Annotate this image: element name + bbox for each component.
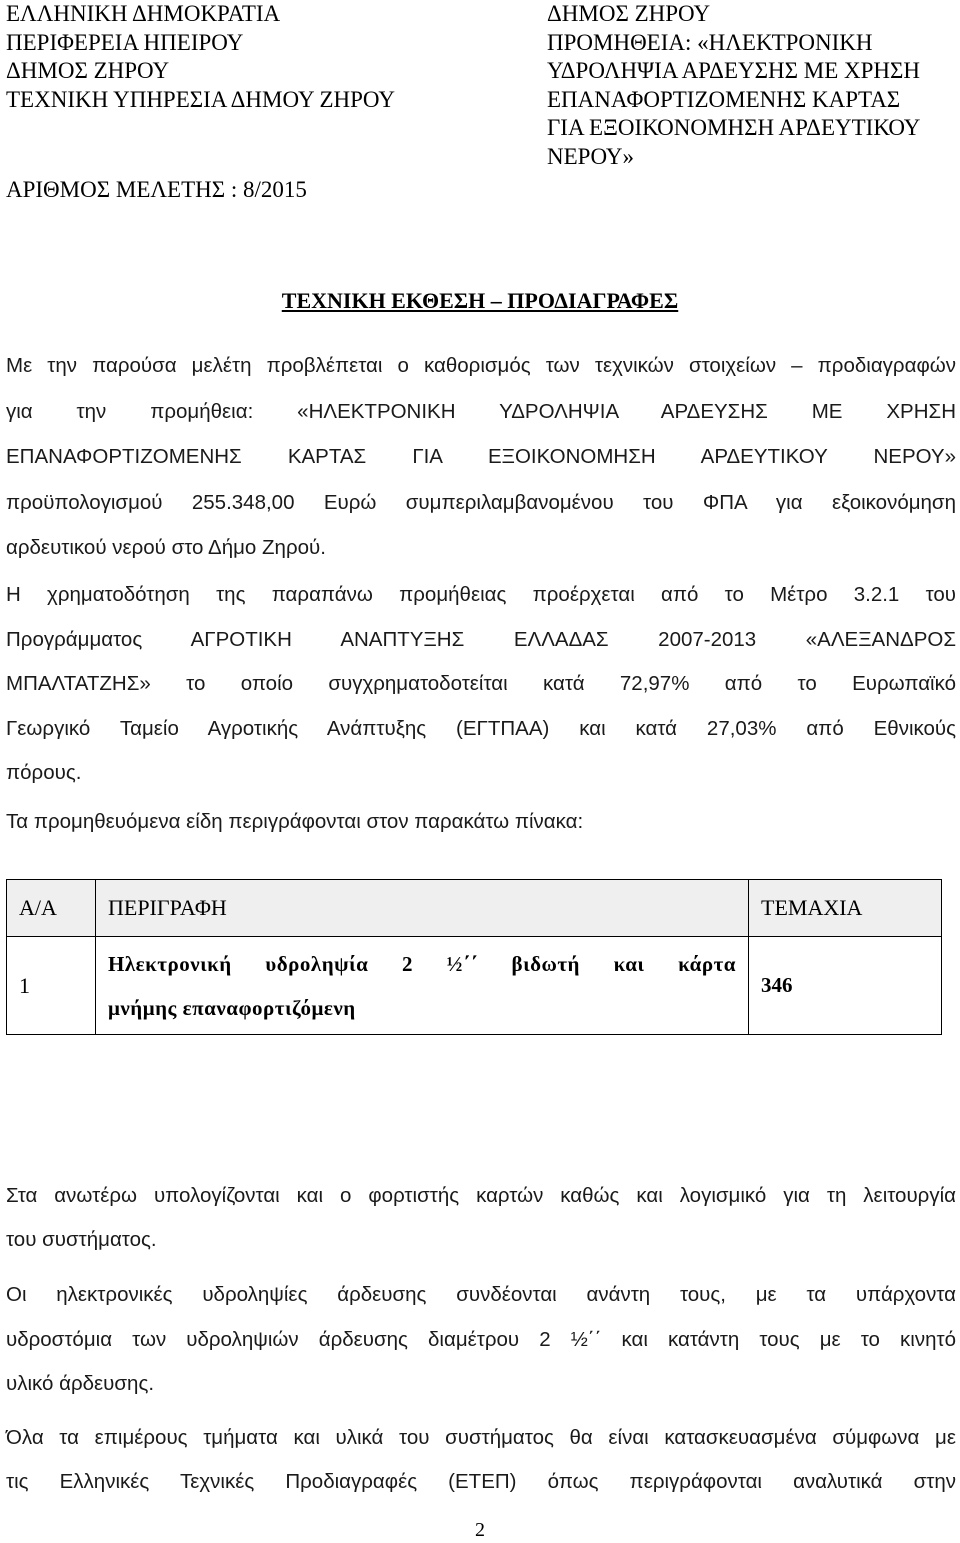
header-right-line: ΠΡΟΜΗΘΕΙΑ: «ΗΛΕΚΤΡΟΝΙΚΗ xyxy=(547,29,873,55)
paragraph-items-intro xyxy=(6,800,956,844)
paragraph-line: Γεωργικό Ταμείο Αγροτικής Ανάπτυξης (ΕΓΤΠΑΑ) και κατά 27,03% από Εθνικούς xyxy=(6,716,956,740)
paragraph-line: Τα προμηθευόμενα είδη περιγράφονται στον παρακάτω πίνακα: xyxy=(6,810,584,833)
paragraph-line: αρδευτικού νερού στο Δήμο Ζηρού. xyxy=(6,536,326,559)
paragraph-specifications xyxy=(6,1416,956,1504)
paragraph-funding xyxy=(6,573,956,796)
paragraph-line: Οι ηλεκτρονικές υδροληψίες άρδευσης συνδέονται ανάντη τους, με τα υπάρχοντα xyxy=(6,1283,956,1306)
paragraph-line: Προγράμματος ΑΓΡΟΤΙΚΗ ΑΝΑΠΤΥΞΗΣ ΕΛΛΑΔΑΣ 2007-2013 «ΑΛΕΞΑΝΔΡΟΣ xyxy=(6,627,956,651)
header-right-line: ΓΙΑ ΕΞΟΙΚΟΝΟΜΗΣΗ ΑΡΔΕΥΤΙΚΟΥ xyxy=(547,115,921,140)
paragraph-line: ΕΠΑΝΑΦΟΡΤΙΖΟΜΕΝΗΣ ΚΑΡΤΑΣ ΓΙΑ ΕΞΟΙΚΟΝΟΜΗΣΗ ΑΡΔΕΥΤΙΚΟΥ ΝΕΡΟΥ» xyxy=(6,445,956,468)
page-number: 2 xyxy=(475,1519,485,1541)
paragraph-line: πόρους. xyxy=(6,761,82,784)
paragraph-line: Όλα τα επιμέρους τμήματα και υλικά του συστήματος θα είναι κατασκευασμένα σύμφωνα με xyxy=(6,1426,956,1449)
paragraph-line: ΜΠΑΛΤΑΤΖΗΣ» το οποίο συγχρηματοδοτείται κατά 72,97% από το Ευρωπαϊκό xyxy=(6,672,956,695)
description-line: μνήμης επαναφορτιζόμενη xyxy=(108,995,356,1020)
table-row xyxy=(7,937,942,1035)
document-title: ΤΕΧΝΙΚΗ ΕΚΘΕΣΗ – ΠΡΟΔΙΑΓΡΑΦΕΣ xyxy=(281,288,679,313)
paragraph-line: Η χρηματοδότηση της παραπάνω προμήθειας προέρχεται από το Μέτρο 3.2.1 του xyxy=(6,583,956,606)
paragraph-intro xyxy=(6,343,956,571)
header-left-line: ΤΕΧΝΙΚΗ ΥΠΗΡΕΣΙΑ ΔΗΜΟΥ ΖΗΡΟΥ xyxy=(6,86,395,112)
items-table xyxy=(6,879,942,1035)
cell-aa: 1 xyxy=(7,937,96,1035)
description-line: Ηλεκτρονική υδροληψία 2 ½΄΄ βιδωτή και κάρτα xyxy=(108,951,736,976)
study-number: ΑΡΙΘΜΟΣ ΜΕΛΕΤΗΣ : 8/2015 xyxy=(6,177,307,202)
paragraph-line: Στα ανωτέρω υπολογίζονται και ο φορτιστής καρτών καθώς και λογισμικό για τη λειτουργία xyxy=(6,1184,956,1207)
paragraph-line: προϋπολογισμού 255.348,00 Ευρώ συμπεριλαμβανομένου του ΦΠΑ για εξοικονόμηση xyxy=(6,490,956,514)
paragraph-connection xyxy=(6,1273,956,1407)
header-right-line: ΝΕΡΟΥ» xyxy=(547,143,635,169)
header-left-line: ΔΗΜΟΣ ΖΗΡΟΥ xyxy=(6,58,170,83)
cell-quantity: 346 xyxy=(749,937,942,1035)
header-left xyxy=(6,0,476,114)
header-left-line: ΠΕΡΙΦΕΡΕΙΑ ΗΠΕΙΡΟΥ xyxy=(6,29,244,55)
paragraph-charger xyxy=(6,1174,956,1262)
column-header-description: ΠΕΡΙΓΡΑΦΗ xyxy=(96,880,749,937)
paragraph-line: για την προμήθεια: «ΗΛΕΚΤΡΟΝΙΚΗ ΥΔΡΟΛΗΨΙΑ ΑΡΔΕΥΣΗΣ ΜΕ ΧΡΗΣΗ xyxy=(6,399,956,423)
header-right-line: ΥΔΡΟΛΗΨΙΑ ΑΡΔΕΥΣΗΣ ΜΕ ΧΡΗΣΗ xyxy=(547,58,921,83)
column-header-aa: Α/Α xyxy=(7,880,96,937)
paragraph-line: του συστήματος. xyxy=(6,1228,157,1251)
header-right-line: ΕΠΑΝΑΦΟΡΤΙΖΟΜΕΝΗΣ ΚΑΡΤΑΣ xyxy=(547,86,901,112)
cell-description xyxy=(96,937,749,1035)
header-right xyxy=(547,0,957,171)
table-header-row xyxy=(7,880,942,937)
paragraph-line: Με την παρούσα μελέτη προβλέπεται ο καθορισμός των τεχνικών στοιχείων – προδιαγραφών xyxy=(6,354,956,377)
column-header-quantity: ΤΕΜΑΧΙΑ xyxy=(749,880,942,937)
paragraph-line: υλικό άρδευσης. xyxy=(6,1372,155,1395)
header-right-line: ΔΗΜΟΣ ΖΗΡΟΥ xyxy=(547,1,711,26)
paragraph-line: υδροστόμια των υδροληψιών άρδευσης διαμέτρου 2 ½΄΄ και κατάντη τους με το κινητό xyxy=(6,1327,956,1351)
header-left-line: ΕΛΛΗΝΙΚΗ ΔΗΜΟΚΡΑΤΙΑ xyxy=(6,1,281,26)
paragraph-line: τις Ελληνικές Τεχνικές Προδιαγραφές (ΕΤΕΠ) όπως περιγράφονται αναλυτικά στην xyxy=(6,1470,956,1493)
